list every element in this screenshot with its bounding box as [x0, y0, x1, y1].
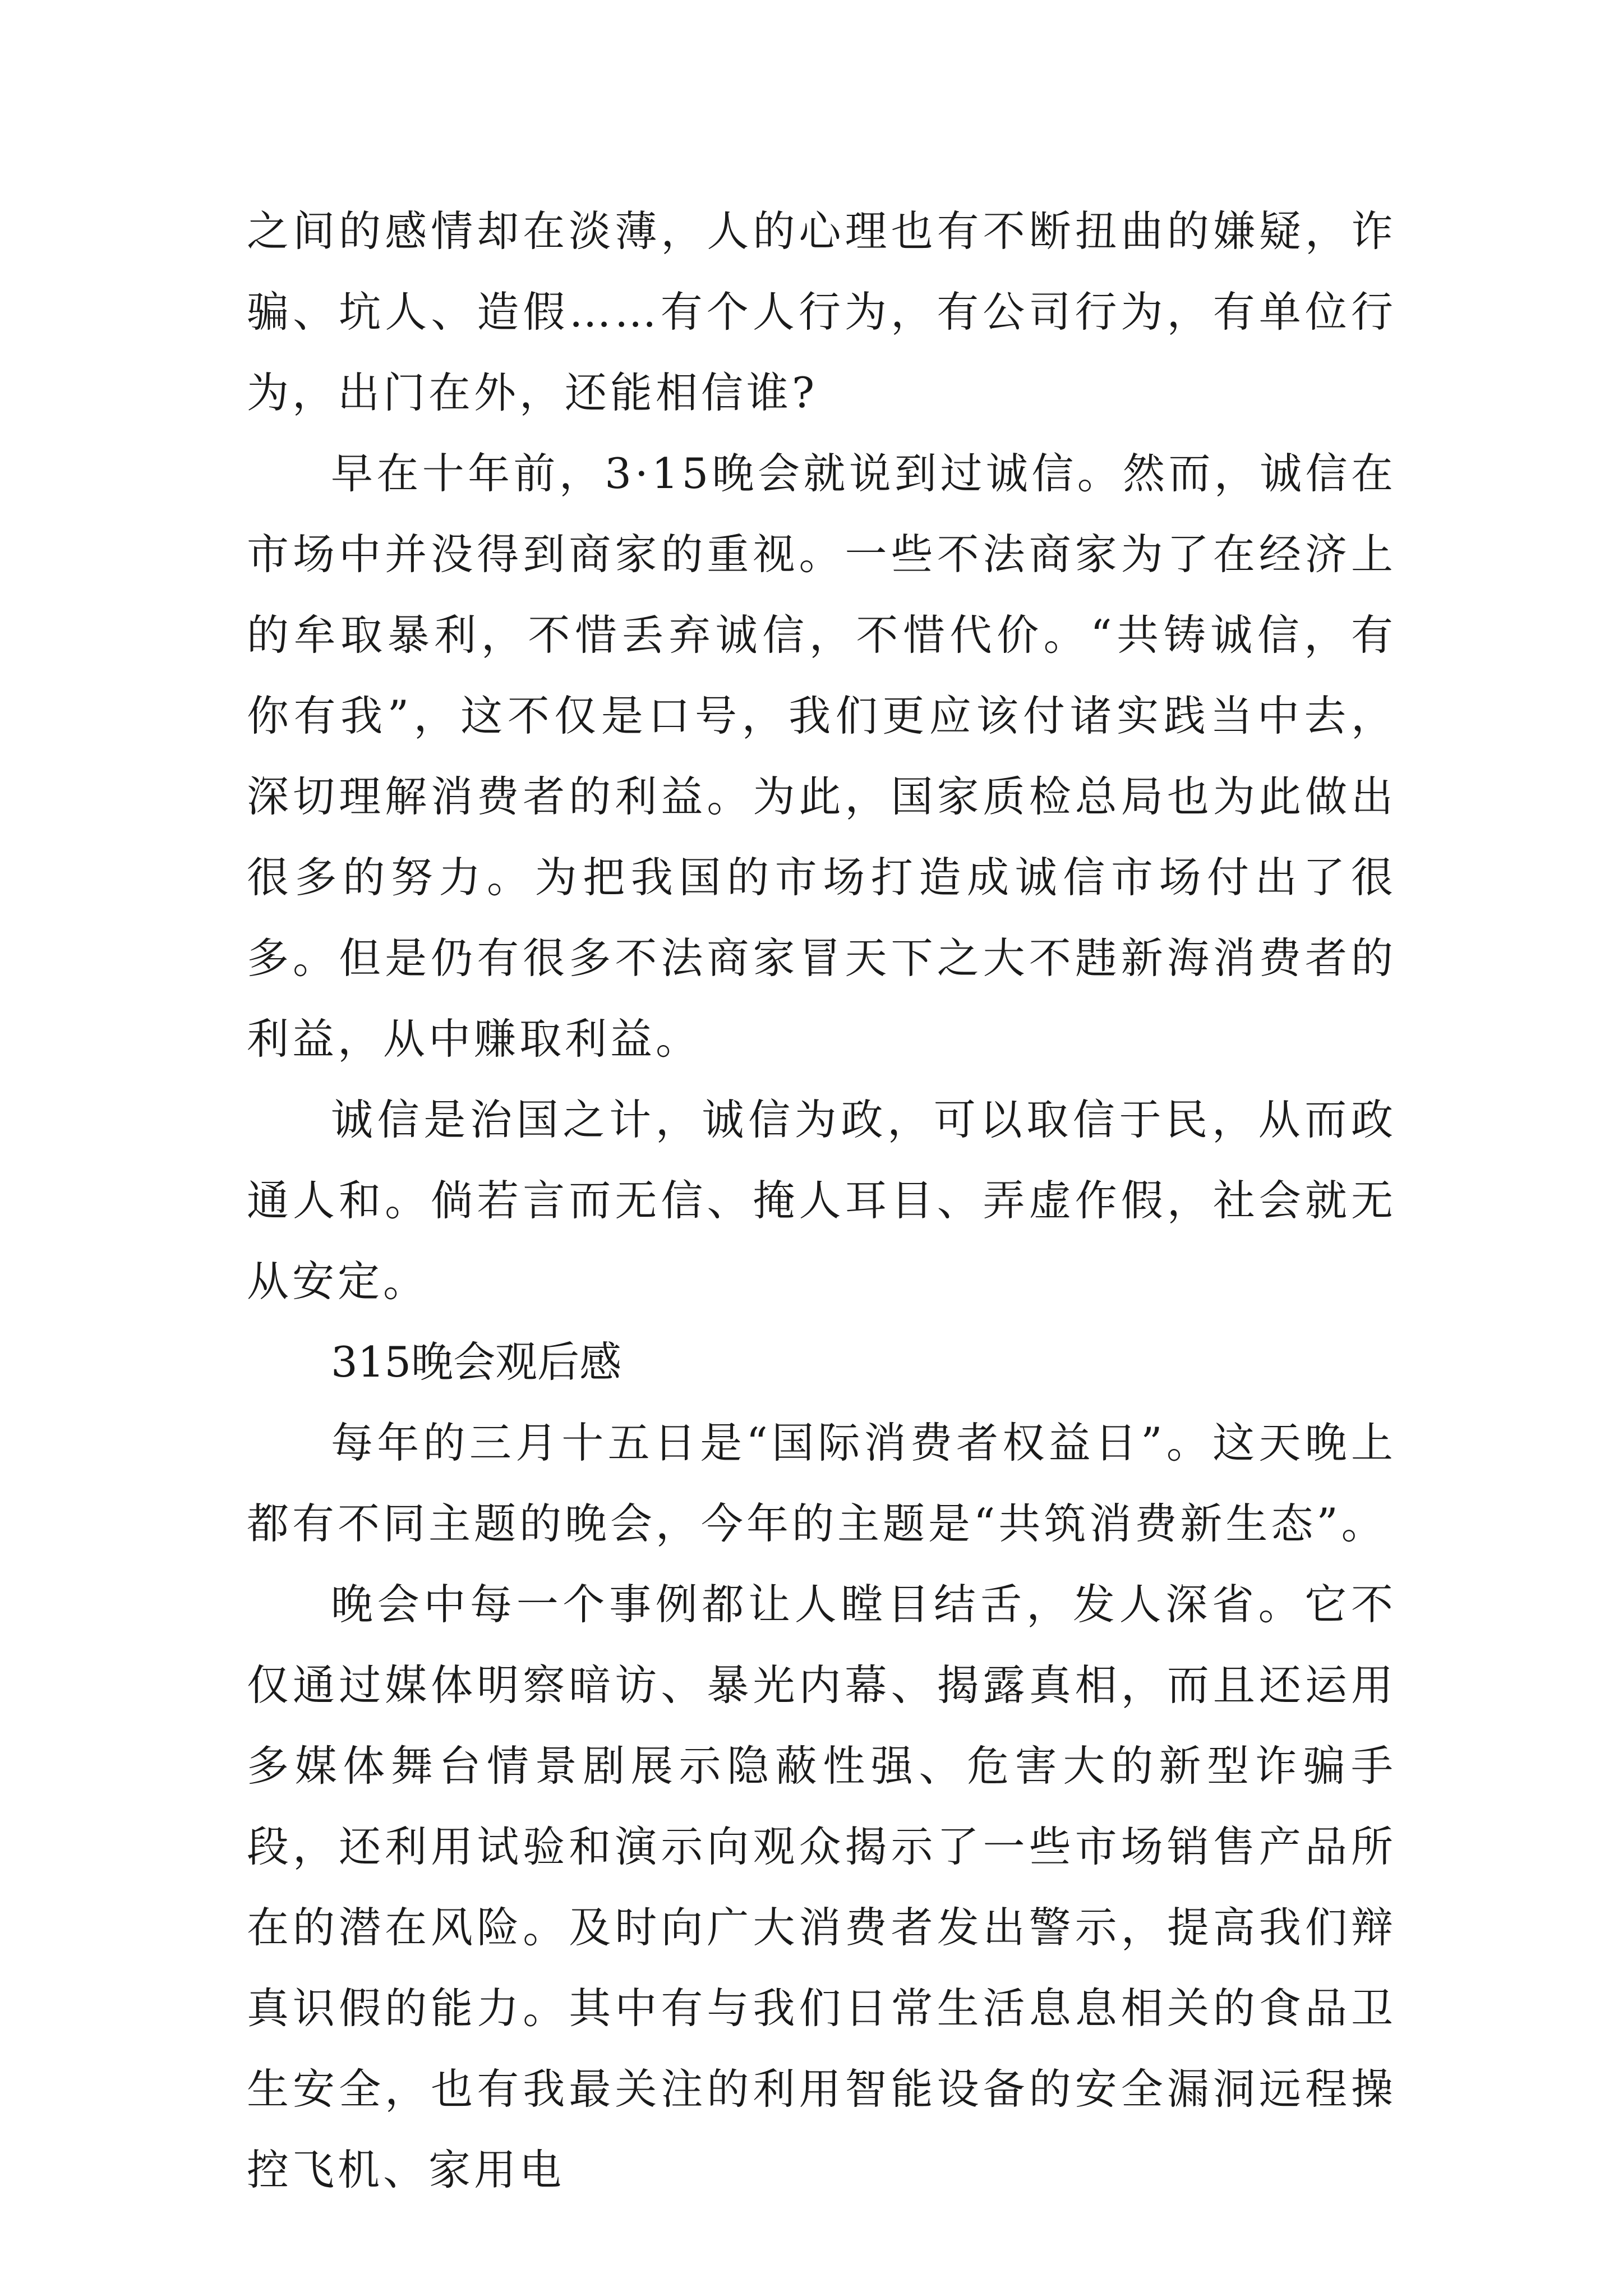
- paragraph-continued: 之间的感情却在淡薄，人的心理也有不断扭曲的嫌疑，诈骗、坑人、造假……有个人行为，有公司行为，有单位行为，出门在外，还能相信谁?: [247, 206, 1396, 417]
- paragraph-integrity-history: 早在十年前，3·15晚会就说到过诚信。然而，诚信在市场中并没得到商家的重视。一些不法商家为了在经济上的牟取暴利，不惜丢弃诚信，不惜代价。“共铸诚信，有你有我”，这不仅是口号，我们更应该付诸实践当中去，深切理解消费者的利益。为此，国家质检总局也为此做出很多的努力。为把我国的市场打造成诚信市场付出了很多。但是仍有很多不法商家冒天下之大不韪新海消费者的利益，从中赚取利益。: [247, 449, 1396, 1064]
- document-body: [247, 191, 1396, 2210]
- section-heading: 315晚会观后感: [331, 1337, 622, 1387]
- paragraph-integrity-governance: 诚信是治国之计，诚信为政，可以取信于民，从而政通人和。倘若言而无信、掩人耳目、弄虚作假，社会就无从安定。: [247, 1095, 1396, 1306]
- paragraph-consumer-day: 每年的三月十五日是“国际消费者权益日”。这天晚上都有不同主题的晚会，今年的主题是“共筑消费新生态”。: [247, 1418, 1396, 1548]
- paragraph-gala-cases: 晚会中每一个事例都让人瞠目结舌，发人深省。它不仅通过媒体明察暗访、暴光内幕、揭露真相，而且还运用多媒体舞台情景剧展示隐蔽性强、危害大的新型诈骗手段，还利用试验和演示向观众揭示了一些市场销售产品所在的潜在风险。及时向广大消费者发出警示，提高我们辩真识假的能力。其中有与我们日常生活息息相关的食品卫生安全，也有我最关注的利用智能设备的安全漏洞远程操控飞机、家用电: [247, 1580, 1396, 2194]
